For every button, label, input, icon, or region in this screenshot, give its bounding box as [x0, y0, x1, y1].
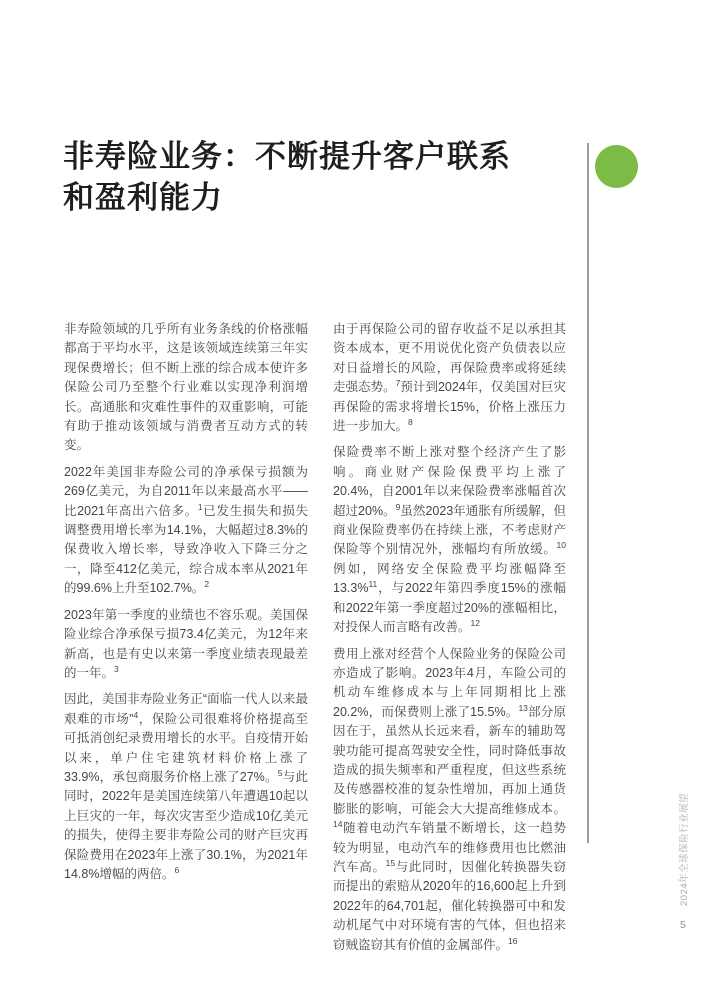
- page-title: [63, 136, 583, 218]
- footnote-ref: 15: [385, 857, 396, 868]
- footnote-ref: 7: [395, 378, 401, 389]
- footnote-ref: 4: [133, 709, 139, 720]
- page-title-line1: 非寿险业务：不断提升客户联系: [63, 139, 511, 174]
- footnote-ref: 13: [518, 702, 528, 713]
- paragraph: 2023年第一季度的业绩也不容乐观。美国保险业综合净承保亏损73.4亿美元，为12年来新高，也是有史以来第一季度业绩表现最差的一年。$^3$: [64, 607, 308, 680]
- footnote-ref: 10: [556, 540, 566, 551]
- footnote-ref: 9: [395, 501, 401, 512]
- footnote-ref: 12: [470, 617, 480, 628]
- article-column-left: [64, 320, 308, 962]
- footnote-ref: 8: [408, 416, 413, 427]
- footnote-ref: 16: [508, 935, 518, 946]
- footnote-ref: 3: [114, 663, 119, 674]
- vertical-rule: [587, 143, 589, 843]
- article-column-right: [333, 320, 566, 962]
- green-dot-icon: [595, 145, 638, 188]
- paragraph: 费用上涨对经营个人保险业务的保险公司亦造成了影响。2023年4月，车险公司的机动车维修成本与上年同期相比上涨20.2%，而保费则上涨了15.5%。$^{13}$部分原因在于，虽然从长远来看，新车的辅助驾驶功能可提高驾驶安全性，同时降低事故造成的损失频率和严重程度，但这些系统及传感器校准的复杂性增加，再加上通货膨胀的影响，可能会大大提高维修成本。$^{14}$随着电动汽车销量不断增长，这一趋势较为明显，电动汽车的维修费用也比燃油汽车高。$^{15}$与此同时，因催化转换器失窃而提出的索赔从2020年的16,600起上升到2022年的64,701起，催化转换器可中和发动机尾气中对环境有害的气体，但也招来窃贼盗窃其有价值的金属部件。$^{16}$: [333, 646, 566, 952]
- footnote-ref: 14: [333, 819, 343, 829]
- footnote-ref: 2: [204, 579, 210, 590]
- paragraph: 2022年美国非寿险公司的净承保亏损额为269亿美元，为自2011年以来最高水平——比2021年高出六倍多。$^1$已发生损失和损失调整费用增长率为14.1%，大幅超过8.3%的保费收入增长率，导致净收入下降三分之一，降至412亿美元，综合成本率从2021年的99.6%上升至102.7%。$^2$: [64, 464, 308, 596]
- footnote-ref: 5: [277, 767, 283, 778]
- footnote-ref: 11: [368, 579, 378, 590]
- paragraph: 非寿险领域的几乎所有业务条线的价格涨幅都高于平均水平，这是该领域连续第三年实现保费增长；但不断上涨的综合成本使许多保险公司乃至整个行业难以实现净利润增长。高通胀和灾难性事件的双重影响，可能有助于推动该领域与消费者互动方式的转变。: [64, 322, 308, 453]
- page-number: 5: [680, 919, 686, 931]
- footnote-ref: 1: [197, 501, 203, 512]
- report-title-sidebar: 2024年全球保险行业展望: [679, 792, 690, 906]
- page-title-line2: 和盈利能力: [63, 180, 223, 215]
- paragraph: 保险费率不断上涨对整个经济产生了影响。商业财产保险保费平均上涨了20.4%，自2001年以来保险费率涨幅首次超过20%。$^9$虽然2023年通胀有所缓解，但商业保险费率仍在持续上涨，不考虑财产保险等个别情况外，涨幅均有所放缓。$^{10}$例如，网络安全保险费平均涨幅降至13.3%$^{11}$，与2022年第四季度15%的涨幅和2022年第一季度超过20%的涨幅相比，对投保人而言略有改善。$^{12}$: [333, 445, 566, 635]
- paragraph: 因此，美国非寿险业务正“面临一代人以来最艰难的市场”$^4$，保险公司很难将价格提高至可抵消创纪录费用增长的水平。自疫情开始以来，单户住宅建筑材料价格上涨了33.9%，承包商服务价格上涨了27%。$^5$与此同时，2022年是美国连续第八年遭遇10起以上巨灾的一年，每次灾害至少造成10亿美元的损失，使得主要非寿险公司的财产巨灾再保险费用在2023年上涨了30.1%，为2021年14.8%增幅的两倍。$^6$: [64, 692, 308, 881]
- footnote-ref: 6: [174, 864, 180, 875]
- article-body: [64, 320, 566, 962]
- paragraph: 由于再保险公司的留存收益不足以承担其资本成本，更不用说优化资产负债表以应对日益增长的风险，再保险费率或将延续走强态势。$^7$预计到2024年，仅美国对巨灾再保险的需求将增长15%，价格上涨压力进一步加大。$^8$: [333, 322, 566, 434]
